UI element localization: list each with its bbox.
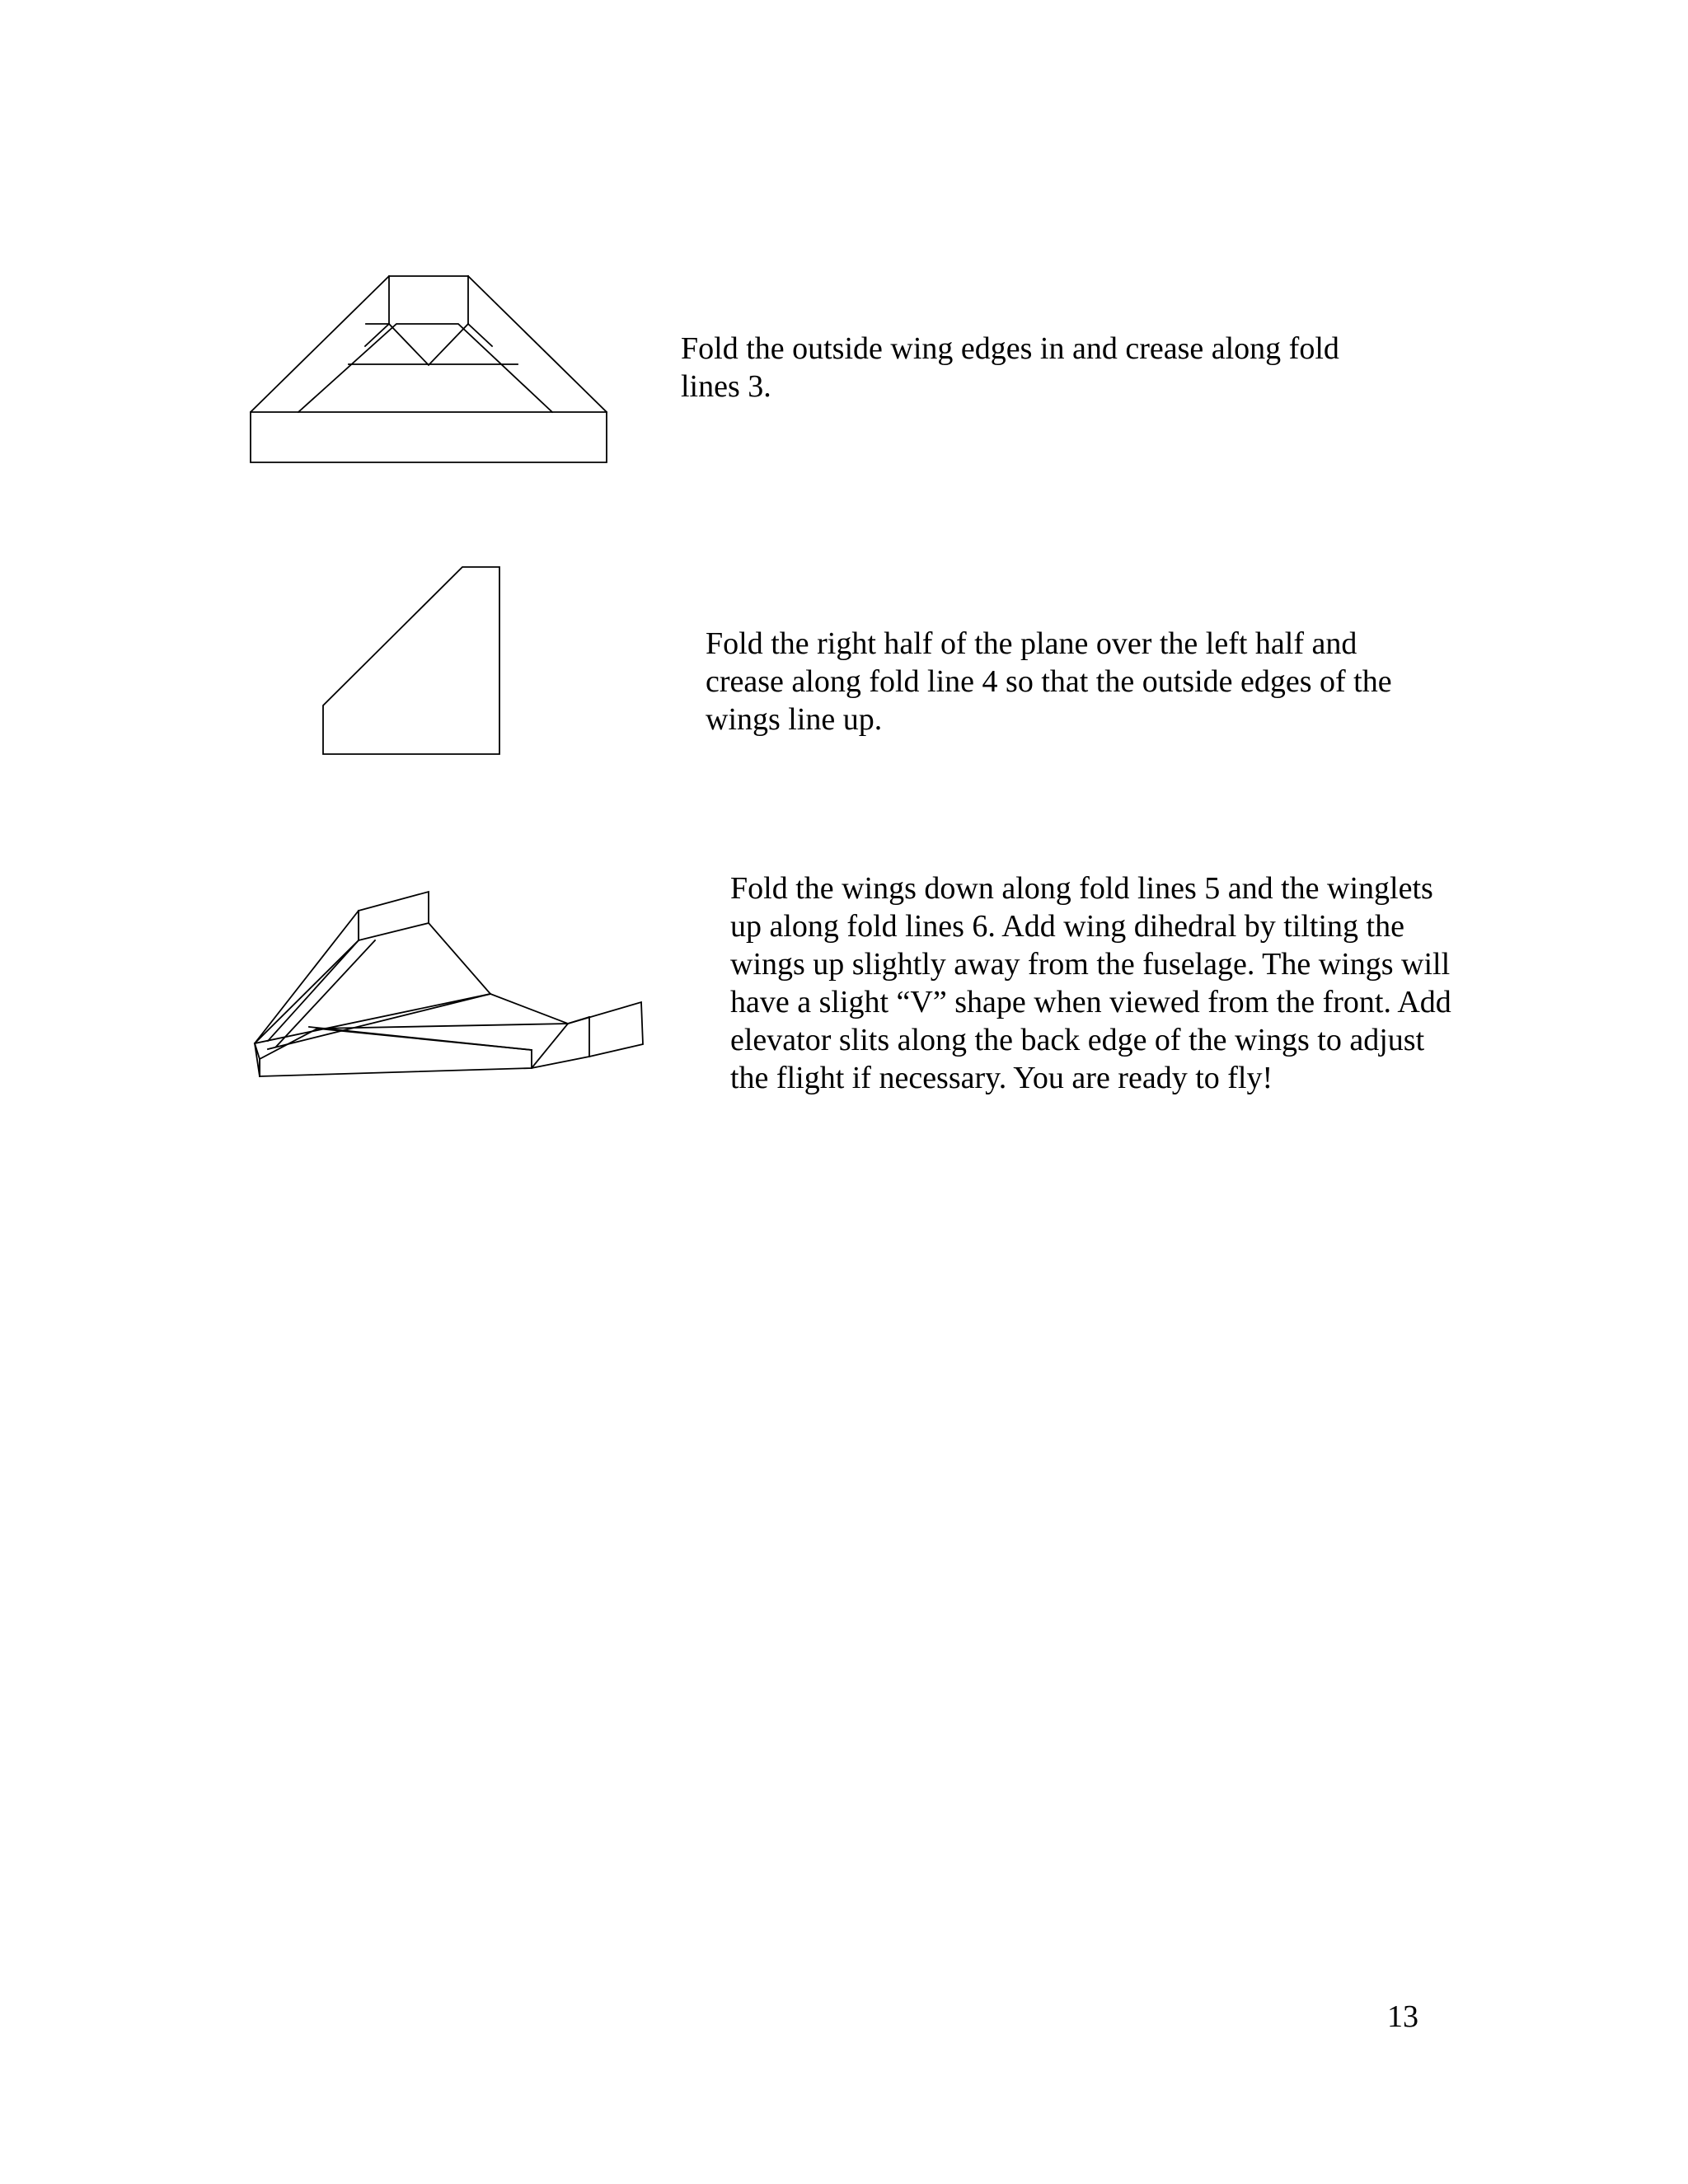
plane-folded-in-half-diagram [320, 564, 509, 758]
finished-plane-diagram [251, 888, 655, 1086]
wings-folded-in-diagram [247, 272, 610, 466]
step-2-instruction: Fold the right half of the plane over the left half and crease along fold line 4 so that the outside edges of the wings line up. [706, 626, 1392, 737]
step-1-instruction: Fold the outside wing edges in and crease along fold lines 3. [681, 331, 1339, 404]
page-number: 13 [1387, 1999, 1418, 2034]
step-3-instruction: Fold the wings down along fold lines 5 and the winglets up along fold lines 6. Add wing dihedral by tilting the wings up slightly away from the fuselage. The wings will have a slight “V” shape when viewed from the front. Add elevator slits along the back edge of the wings to adjust the flight if necessary. You are ready to fly! [730, 871, 1451, 1095]
